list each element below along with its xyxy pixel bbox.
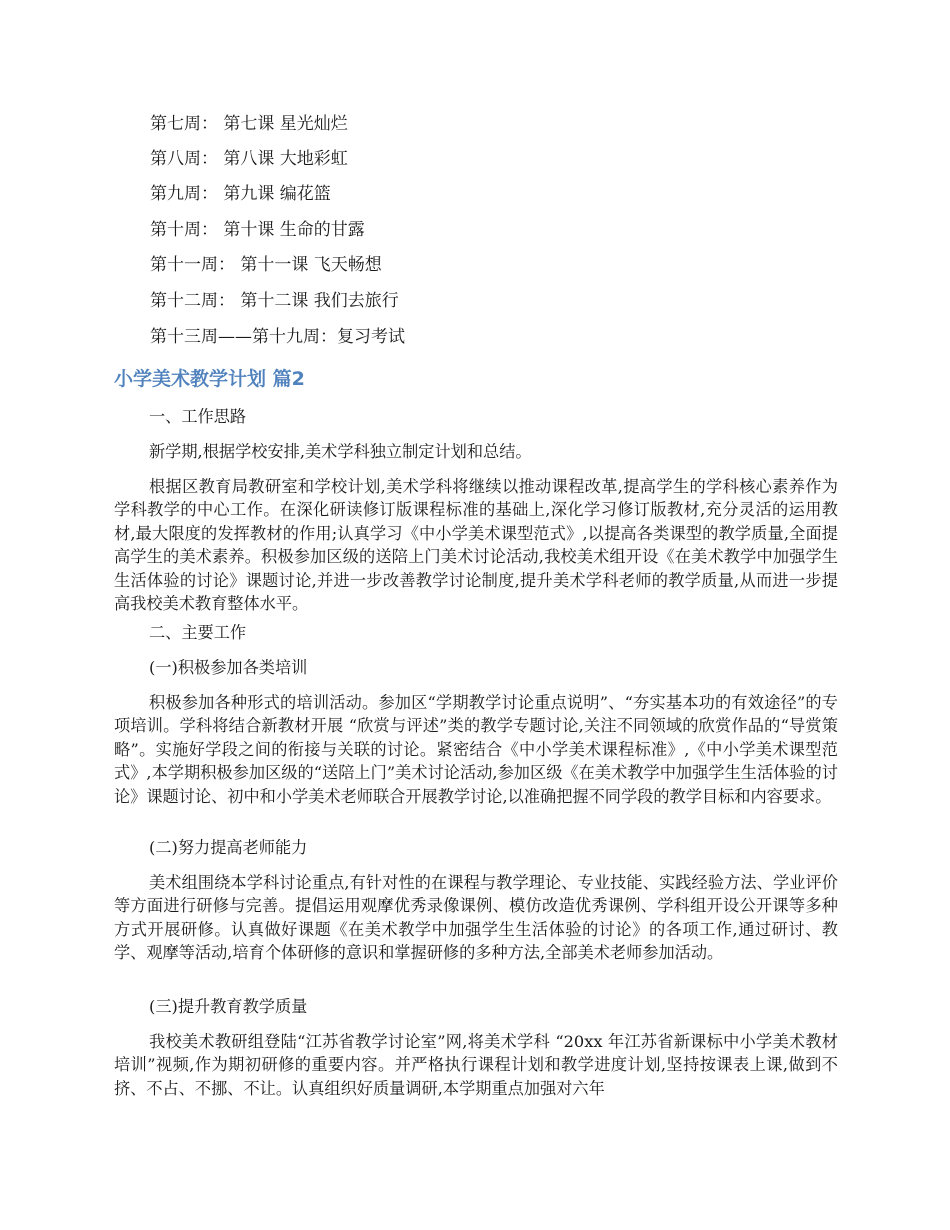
schedule-line-week7: 第七周： 第七课 星光灿烂 <box>150 114 348 134</box>
section-title: 小学美术教学计划 篇2 <box>114 368 305 390</box>
paragraph-teacher-ability: 美术组围绕本学科讨论重点,有针对性的在课程与教学理论、专业技能、实践经验方法、学业评价等方面进行研修与完善。提倡运用观摩优秀录像课例、模仿改造优秀课例、学科组开设公开课等多种方式开展研修。认真做好课题《在美术教学中加强学生生活体验的讨论》的各项工作,通过研讨、教学、观摩等活动,培育个体研修的意识和掌握研修的多种方法,全部美术老师参加活动。 <box>114 873 838 963</box>
heading-main-work: 二、主要工作 <box>149 623 247 642</box>
schedule-line-week9: 第九周： 第九课 编花篮 <box>150 184 331 204</box>
paragraph-work-approach: 根据区教育局教研室和学校计划,美术学科将继续以推动课程改革,提高学生的学科核心素养作为学科教学的中心工作。在深化研读修订版课程标准的基础上,深化学习修订版教材,充分灵活的运用教材,最大限度的发挥教材的作用;认真学习《中小学美术课型范式》,以提高各类课型的教学质量,全面提高学生的美术素养。积极参加区级的送陪上门美术讨论活动,我校美术组开设《在美术教学中加强学生生活体验的讨论》课题讨论,并进一步改善教学讨论制度,提升美术学科老师的教学质量,从而进一步提高我校美术教育整体水平。 <box>114 477 838 614</box>
subheading-teaching-quality: (三)提升教育教学质量 <box>149 997 308 1016</box>
paragraph-training: 积极参加各种形式的培训活动。参加区“学期教学讨论重点说明”、“夯实基本功的有效途径”的专项培训。学科将结合新教材开展 “欣赏与评述”类的教学专题讨论,关注不同领域的欣赏作品的“导赏策略”。实施好学段之间的衔接与关联的讨论。紧密结合《中小学美术课程标准》,《中小学美术课型范式》,本学期积极参加区级的“送陪上门”美术讨论活动,参加区级《在美术教学中加强学生生活体验的讨论》课题讨论、初中和小学美术老师联合开展教学讨论,以准确把握不同学段的教学目标和内容要求。 <box>114 693 838 806</box>
subheading-training: (一)积极参加各类培训 <box>149 658 308 677</box>
heading-work-approach: 一、工作思路 <box>149 407 247 426</box>
subheading-teacher-ability: (二)努力提高老师能力 <box>149 838 308 857</box>
schedule-line-week10: 第十周： 第十课 生命的甘露 <box>150 220 365 240</box>
schedule-line-week11: 第十一周： 第十一课 飞天畅想 <box>150 255 382 275</box>
paragraph-intro: 新学期,根据学校安排,美术学科独立制定计划和总结。 <box>149 442 532 461</box>
schedule-line-week12: 第十二周： 第十二课 我们去旅行 <box>150 291 399 311</box>
schedule-line-review: 第十三周——第十九周：复习考试 <box>150 327 405 347</box>
schedule-line-week8: 第八周： 第八课 大地彩虹 <box>150 149 348 169</box>
paragraph-teaching-quality: 我校美术教研组登陆“江苏省教学讨论室”网,将美术学科 “20xx 年江苏省新课标中小学美术教材培训”视频,作为期初研修的重要内容。并严格执行课程计划和教学进度计划,坚持按课表上课,做到不挤、不占、不挪、不让。认真组织好质量调研,本学期重点加强对六年 <box>114 1032 838 1098</box>
